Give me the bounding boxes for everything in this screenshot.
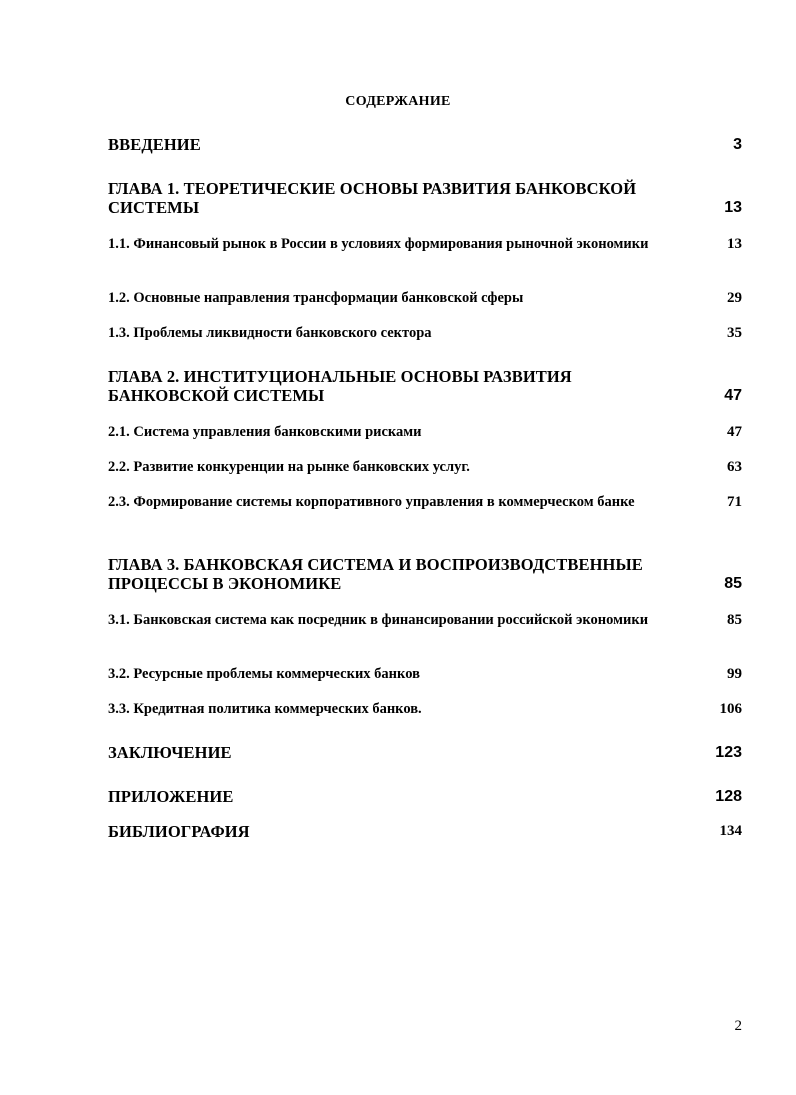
toc-entry-introduction [108, 135, 742, 154]
toc-entry-text: 2.3. Формирование системы корпоративного управления в коммерческом банке [108, 494, 635, 510]
toc-entry-text: 1.3. Проблемы ликвидности банковского сектора [108, 325, 432, 341]
toc-entry-text: ВВЕДЕНИЕ [108, 135, 201, 154]
toc-entry-text: 2.2. Развитие конкуренции на рынке банковских услуг. [108, 459, 470, 475]
toc-entry-text: ГЛАВА 1. ТЕОРЕТИЧЕСКИЕ ОСНОВЫ РАЗВИТИЯ БАНКОВСКОЙ СИСТЕМЫ [108, 179, 637, 217]
toc-entry-section-2-3 [108, 493, 742, 512]
toc-entry-text: 2.1. Система управления банковскими рисками [108, 424, 422, 440]
toc-entry-text: 3.3. Кредитная политика коммерческих банков. [108, 701, 422, 717]
toc-entry-conclusion [108, 743, 742, 762]
toc-entry-section-1-3 [108, 324, 742, 343]
toc-entry-text: ПРИЛОЖЕНИЕ [108, 787, 234, 806]
toc-entry-chapter-1 [108, 179, 742, 217]
toc-entry-text: 3.2. Ресурсные проблемы коммерческих банков [108, 666, 420, 682]
toc-entry-page: 29 [727, 290, 742, 306]
toc-entry-section-2-1 [108, 423, 742, 442]
toc-entry-text: БИБЛИОГРАФИЯ [108, 822, 250, 841]
toc-entry-page: 35 [727, 325, 742, 341]
toc-entry-page: 106 [719, 701, 742, 717]
toc-entry-page: 99 [727, 666, 742, 682]
toc-entry-text: 1.1. Финансовый рынок в России в условиях формирования рыночной экономики [108, 236, 649, 252]
toc-entry-page: 47 [724, 387, 742, 404]
toc-entry-page: 134 [719, 823, 742, 839]
toc-entry-section-3-2 [108, 665, 742, 684]
toc-entry-page: 71 [727, 494, 742, 510]
toc-entry-section-3-1 [108, 611, 742, 630]
toc-entry-page: 123 [715, 744, 742, 761]
toc-entry-chapter-3 [108, 555, 742, 593]
toc-entry-chapter-2 [108, 367, 742, 405]
toc-entry-text: ГЛАВА 2. ИНСТИТУЦИОНАЛЬНЫЕ ОСНОВЫ РАЗВИТИЯ БАНКОВСКОЙ СИСТЕМЫ [108, 367, 572, 405]
toc-entry-page: 47 [727, 424, 742, 440]
toc-entry-text: 3.1. Банковская система как посредник в финансировании российской экономики [108, 612, 649, 628]
toc-entry-bibliography [108, 822, 742, 841]
toc-entry-section-1-2 [108, 289, 742, 308]
toc-entry-section-3-3 [108, 700, 742, 719]
toc-entry-section-1-1 [108, 235, 742, 254]
toc-entry-text: ГЛАВА 3. БАНКОВСКАЯ СИСТЕМА И ВОСПРОИЗВОДСТВЕННЫЕ ПРОЦЕССЫ В ЭКОНОМИКЕ [108, 555, 643, 593]
toc-entry-page: 128 [715, 788, 742, 805]
page-title: СОДЕРЖАНИЕ [345, 94, 451, 109]
toc-entry-page: 3 [733, 136, 742, 153]
toc-entry-page: 63 [727, 459, 742, 475]
toc-entry-page: 13 [724, 199, 742, 216]
toc-entry-page: 13 [727, 236, 742, 252]
toc-entry-text: ЗАКЛЮЧЕНИЕ [108, 743, 232, 762]
toc-entry-appendix [108, 787, 742, 806]
page-number: 2 [734, 1018, 742, 1034]
toc-entry-page: 85 [724, 575, 742, 592]
toc-entry-section-2-2 [108, 458, 742, 477]
toc-entry-text: 1.2. Основные направления трансформации банковской сферы [108, 290, 524, 306]
toc-entry-page: 85 [727, 612, 742, 628]
